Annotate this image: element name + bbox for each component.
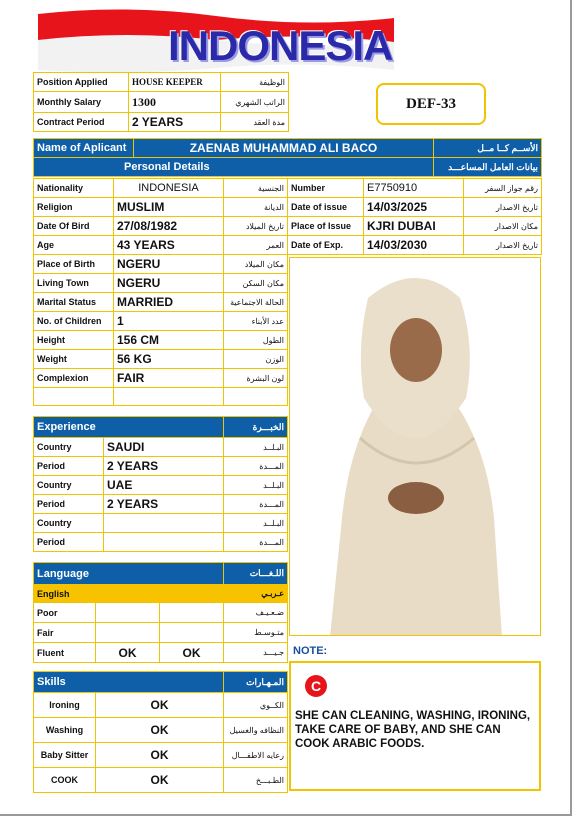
skill-cook-value: OK (96, 768, 224, 793)
religion-value: MUSLIM (114, 198, 224, 217)
language-title: Language (34, 563, 224, 585)
skill-ironing-label-ar: الكــوي (224, 693, 288, 718)
skills-table (33, 671, 288, 793)
skills-title-ar: المـهـارات (224, 672, 288, 693)
dob-label-ar: تاريخ الميلاد (224, 217, 288, 236)
language-poor-label: Poor (34, 603, 96, 623)
experience-title-ar: الخبـــرة (224, 417, 288, 438)
exp-period-label: Period (34, 533, 104, 552)
contract-value: 2 YEARS (129, 113, 221, 132)
salary-label: Monthly Salary (34, 92, 129, 113)
living-town-value: NGERU (114, 274, 224, 293)
children-label-ar: عدد الأبناء (224, 312, 288, 331)
contract-label-ar: مدة العقد (221, 113, 289, 132)
exp-country-label-ar: البـلــد (224, 438, 288, 457)
position-value: HOUSE KEEPER (129, 73, 221, 92)
exp-period-value: 2 YEARS (104, 457, 224, 476)
complexion-label-ar: لون البشرة (224, 369, 288, 388)
age-label-ar: العمر (224, 236, 288, 255)
exp-country-value: SAUDI (104, 438, 224, 457)
applicant-name: ZAENAB MUHAMMAD ALI BACO (134, 139, 434, 158)
birthplace-value: NGERU (114, 255, 224, 274)
table-row (34, 158, 542, 177)
nationality-value: INDONESIA (114, 179, 224, 198)
personal-details-title-ar: بيانات العامل المساعـــد (434, 158, 542, 177)
note-box (289, 661, 541, 791)
skill-babysitter-label-ar: رعايه الاطفـــال (224, 743, 288, 768)
job-info-table (33, 72, 289, 132)
exp-period-label-ar: المـــدة (224, 533, 288, 552)
expiry-date-value: 14/03/2030 (364, 236, 464, 255)
exp-country-label-ar: البـلــد (224, 514, 288, 533)
passport-number-value: E7750910 (364, 179, 464, 198)
dob-label: Date Of Bird (34, 217, 114, 236)
children-value: 1 (114, 312, 224, 331)
applicant-photo-figure (290, 258, 541, 636)
exp-period-label-ar: المـــدة (224, 495, 288, 514)
passport-number-label: Number (288, 179, 364, 198)
language-arabic-header: عـربـي (224, 585, 288, 603)
note-text: SHE CAN CLEANING, WASHING, IRONING, TAKE CARE OF BABY, AND SHE CAN COOK ARABIC FOODS. (295, 710, 531, 750)
exp-period-label-ar: المـــدة (224, 457, 288, 476)
skills-title: Skills (34, 672, 224, 693)
marital-status-label-ar: الحالة الاجتماعية (224, 293, 288, 312)
exp-period-value (104, 533, 224, 552)
exp-country-label-ar: البـلــد (224, 476, 288, 495)
position-label: Position Applied (34, 73, 129, 92)
banner-title: INDONESIA (168, 22, 393, 69)
weight-label-ar: الوزن (224, 350, 288, 369)
weight-value: 56 KG (114, 350, 224, 369)
issue-place-label: Place of Issue (288, 217, 364, 236)
religion-label-ar: الديانة (224, 198, 288, 217)
skill-babysitter-label: Baby Sitter (34, 743, 96, 768)
language-fluent-label: Fluent (34, 643, 96, 663)
exp-country-label: Country (34, 476, 104, 495)
skill-washing-label-ar: النظافه والغسيل (224, 718, 288, 743)
table-row (34, 113, 289, 132)
marital-status-label: Marital Status (34, 293, 114, 312)
skill-washing-value: OK (96, 718, 224, 743)
issue-date-label: Date of issue (288, 198, 364, 217)
skill-cook-label: COOK (34, 768, 96, 793)
issue-date-label-ar: تاريخ الاصدار (464, 198, 542, 217)
name-label-ar: الأســم كــا مــل (434, 139, 542, 158)
skill-washing-label: Washing (34, 718, 96, 743)
skill-ironing-value: OK (96, 693, 224, 718)
birthplace-label-ar: مكان الميلاد (224, 255, 288, 274)
age-value: 43 YEARS (114, 236, 224, 255)
language-fluent-label-ar: جـيـــد (224, 643, 288, 663)
reference-code-box (376, 83, 486, 125)
weight-label: Weight (34, 350, 114, 369)
arabic-fluent-value: OK (160, 643, 224, 663)
height-label-ar: الطول (224, 331, 288, 350)
complexion-value: FAIR (114, 369, 224, 388)
reference-code: DEF-33 (406, 95, 456, 112)
personal-details-table (33, 178, 288, 406)
arabic-poor-value (160, 603, 224, 623)
name-label: Name of Aplicant (34, 139, 134, 158)
table-row (34, 73, 289, 92)
applicant-photo (289, 257, 541, 636)
table-row (34, 92, 289, 113)
phone-icon: C (305, 675, 327, 697)
exp-country-label: Country (34, 514, 104, 533)
expiry-date-label: Date of Exp. (288, 236, 364, 255)
position-label-ar: الوظيفة (221, 73, 289, 92)
marital-status-value: MARRIED (114, 293, 224, 312)
exp-period-value: 2 YEARS (104, 495, 224, 514)
skill-ironing-label: Ironing (34, 693, 96, 718)
exp-period-label: Period (34, 457, 104, 476)
salary-value: 1300 (129, 92, 221, 113)
language-fair-label: Fair (34, 623, 96, 643)
personal-details-title: Personal Details (34, 158, 434, 177)
living-town-label: Living Town (34, 274, 114, 293)
name-table (33, 138, 542, 177)
skill-babysitter-value: OK (96, 743, 224, 768)
english-fluent-value: OK (96, 643, 160, 663)
issue-place-label-ar: مكان الاصدار (464, 217, 542, 236)
language-table (33, 562, 288, 663)
height-value: 156 CM (114, 331, 224, 350)
language-fair-label-ar: متـوسـط (224, 623, 288, 643)
nationality-label: Nationality (34, 179, 114, 198)
complexion-label: Complexion (34, 369, 114, 388)
exp-period-label: Period (34, 495, 104, 514)
english-poor-value (96, 603, 160, 623)
birthplace-label: Place of Birth (34, 255, 114, 274)
english-fair-value (96, 623, 160, 643)
height-label: Height (34, 331, 114, 350)
experience-table (33, 416, 288, 552)
contract-label: Contract Period (34, 113, 129, 132)
experience-title: Experience (34, 417, 224, 438)
language-poor-label-ar: ضـعـيـف (224, 603, 288, 623)
exp-country-value: UAE (104, 476, 224, 495)
children-label: No. of Children (34, 312, 114, 331)
exp-country-label: Country (34, 438, 104, 457)
language-title-ar: اللـغـــات (224, 563, 288, 585)
issue-date-value: 14/03/2025 (364, 198, 464, 217)
dob-value: 27/08/1982 (114, 217, 224, 236)
religion-label: Religion (34, 198, 114, 217)
note-label: NOTE: (293, 645, 328, 657)
salary-label-ar: الراتب الشهري (221, 92, 289, 113)
passport-table (287, 178, 542, 255)
nationality-label-ar: الجنسية (224, 179, 288, 198)
age-label: Age (34, 236, 114, 255)
language-english-header: English (34, 585, 224, 603)
exp-country-value (104, 514, 224, 533)
skill-cook-label-ar: الطـبـــخ (224, 768, 288, 793)
living-town-label-ar: مكان السكن (224, 274, 288, 293)
arabic-fair-value (160, 623, 224, 643)
passport-number-label-ar: رقم جواز السفر (464, 179, 542, 198)
table-row (34, 139, 542, 158)
expiry-date-label-ar: تاريخ الاصدار (464, 236, 542, 255)
issue-place-value: KJRI DUBAI (364, 217, 464, 236)
